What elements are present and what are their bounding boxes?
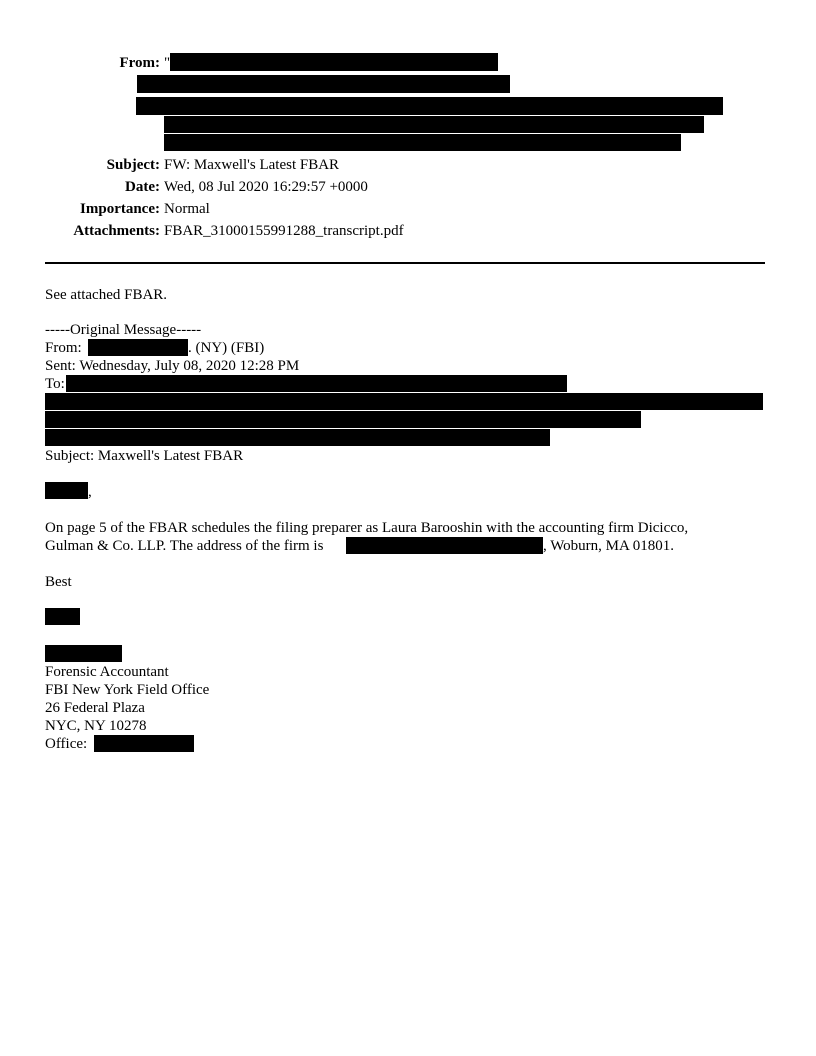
header-divider xyxy=(45,262,765,264)
paragraph-line-2a: Gulman & Co. LLP. The address of the firm is xyxy=(45,538,324,554)
paragraph-line-2b: , Woburn, MA 01801. xyxy=(543,538,675,554)
redaction-bar xyxy=(346,537,543,554)
redaction-bar xyxy=(164,116,704,133)
original-message-separator: -----Original Message----- xyxy=(45,322,202,338)
redaction-bar xyxy=(45,393,763,410)
orig-sent-line: Sent: Wednesday, July 08, 2020 12:28 PM xyxy=(45,358,300,374)
intro-text: See attached FBAR. xyxy=(45,287,168,303)
redaction-bar xyxy=(164,134,681,151)
from-quote: " xyxy=(164,55,171,71)
redaction-bar xyxy=(45,411,641,428)
subject-label: Subject: xyxy=(106,157,160,173)
orig-subject-line: Subject: Maxwell's Latest FBAR xyxy=(45,448,244,464)
redaction-bar xyxy=(66,375,567,392)
signature-address-2: NYC, NY 10278 xyxy=(45,718,147,734)
redaction-bar xyxy=(88,339,188,356)
signature-address-1: 26 Federal Plaza xyxy=(45,700,145,716)
paragraph-line-1: On page 5 of the FBAR schedules the filing preparer as Laura Barooshin with the accounting firm Dicicco, xyxy=(45,520,689,536)
from-label: From: xyxy=(119,55,160,71)
orig-to-label: To: xyxy=(45,376,65,392)
importance-value: Normal xyxy=(164,201,210,217)
orig-from-label: From: xyxy=(45,340,82,356)
greeting-comma: , xyxy=(88,484,92,500)
importance-label: Importance: xyxy=(80,201,160,217)
signature-office: FBI New York Field Office xyxy=(45,682,210,698)
redaction-bar xyxy=(170,53,498,71)
redaction-bar xyxy=(45,482,88,499)
redaction-bar xyxy=(136,97,723,115)
date-value: Wed, 08 Jul 2020 16:29:57 +0000 xyxy=(164,179,368,195)
subject-value: FW: Maxwell's Latest FBAR xyxy=(164,157,340,173)
date-label: Date: xyxy=(125,179,160,195)
redaction-bar xyxy=(45,429,550,446)
signature-office-label: Office: xyxy=(45,736,88,752)
redaction-bar xyxy=(94,735,194,752)
redaction-bar xyxy=(45,645,122,662)
attachments-label: Attachments: xyxy=(73,223,160,239)
attachment-link[interactable]: FBAR_31000155991288_transcript.pdf xyxy=(164,223,404,239)
redaction-bar xyxy=(137,75,510,93)
orig-from-suffix: . (NY) (FBI) xyxy=(188,340,265,356)
redaction-bar xyxy=(45,608,80,625)
closing-text: Best xyxy=(45,574,72,590)
signature-title: Forensic Accountant xyxy=(45,664,169,680)
